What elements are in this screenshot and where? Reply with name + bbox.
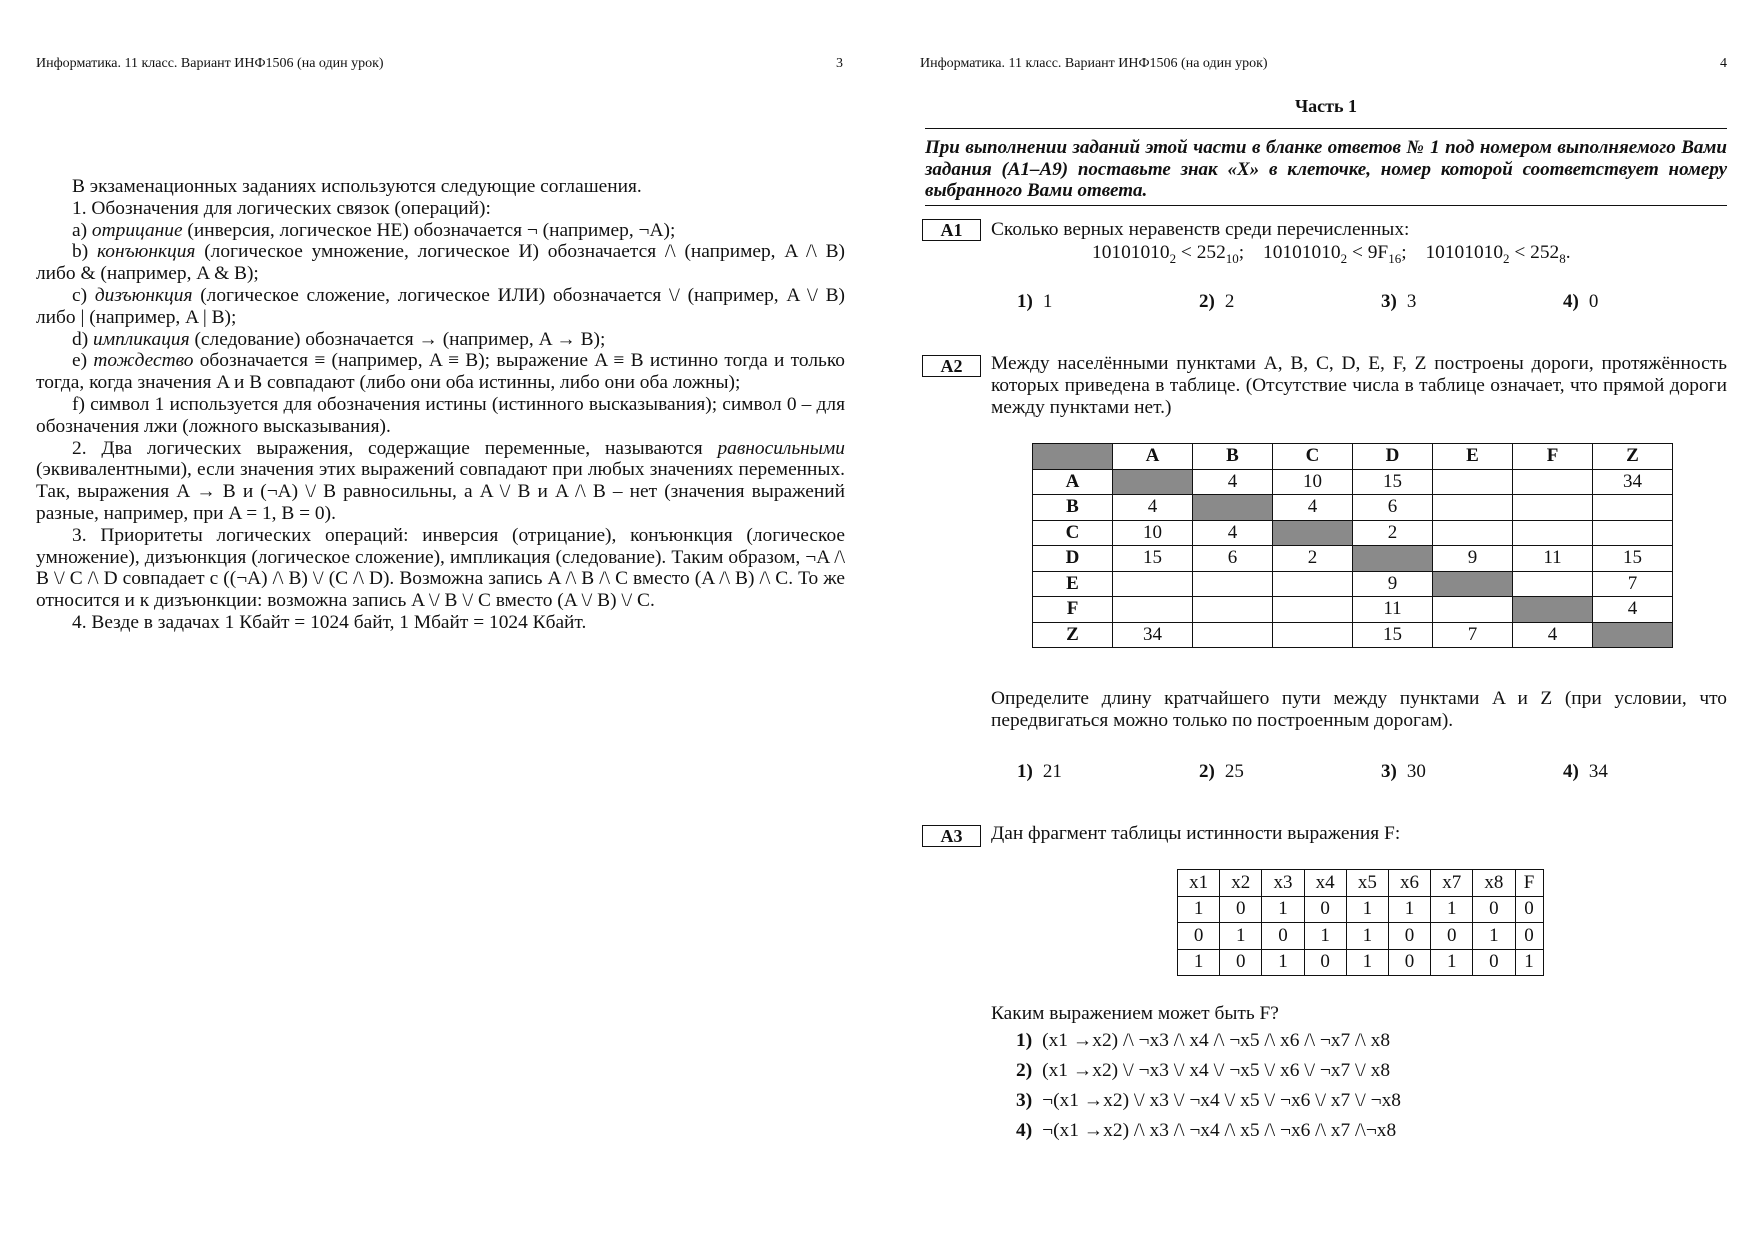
table-header-cell: x8 (1473, 870, 1515, 897)
table-header-cell: x4 (1304, 870, 1346, 897)
table-row (1033, 520, 1673, 546)
table-cell (1513, 495, 1593, 521)
item-a: a) отрицание (инверсия, логическое НЕ) обозначается ¬ (например, ¬A); (72, 219, 676, 241)
table-cell: 11 (1353, 597, 1433, 623)
row-header-cell: D (1033, 546, 1113, 572)
task-label-a2: A2 (922, 355, 981, 377)
table-cell (1113, 469, 1193, 495)
table-cell: 34 (1593, 469, 1673, 495)
table-cell: 0 (1262, 923, 1304, 950)
task-label-a1: A1 (922, 219, 981, 241)
a1-option-3[interactable]: 3) 3 (1381, 291, 1417, 312)
a2-option-3[interactable]: 3) 30 (1381, 761, 1426, 782)
table-row (1033, 571, 1673, 597)
table-header-cell: x3 (1262, 870, 1304, 897)
table-cell: 7 (1593, 571, 1673, 597)
table-header-cell: x2 (1220, 870, 1262, 897)
table-header-cell: x6 (1388, 870, 1430, 897)
table-cell: 1 (1304, 923, 1346, 950)
table-cell: 0 (1515, 896, 1543, 923)
row-header-cell: C (1033, 520, 1113, 546)
item-3: 3. Приоритеты логических операций: инверсия (отрицание), конъюнкция (логическое умножение), дизъюнкция (логическое сложение), импликация (следование). Таким образом, ¬A /\ B \/ C /\ D совпадает с ((¬A) /\ B) \/ (C /\ D). Возможна запись A /\ B /\ C вместо (A /\ B) /\ C. То же относится и к дизъюнкции: возможна запись A \/ B \/ C вместо (A \/ B) \/ C. (36, 524, 845, 612)
table-header-cell: F (1515, 870, 1543, 897)
table-cell: 2 (1273, 546, 1353, 572)
table-cell: 34 (1113, 622, 1193, 648)
table-cell: 4 (1593, 597, 1673, 623)
a3-answer-options (1016, 1030, 1401, 1150)
table-cell: 1 (1220, 923, 1262, 950)
table-header-cell: A (1113, 444, 1193, 470)
table-header-cell: Z (1593, 444, 1673, 470)
table-cell: 4 (1273, 495, 1353, 521)
table-cell: 0 (1431, 923, 1473, 950)
table-cell (1433, 571, 1513, 597)
table-row (1178, 896, 1544, 923)
table-header-cell: x7 (1431, 870, 1473, 897)
table-cell: 15 (1113, 546, 1193, 572)
table-cell: 0 (1304, 949, 1346, 976)
a1-option-1[interactable]: 1) 1 (1017, 291, 1053, 312)
table-header-row (1033, 444, 1673, 470)
table-row (1178, 923, 1544, 950)
table-cell (1273, 571, 1353, 597)
a3-option-4[interactable]: 4) ¬(x1 →x2) /\ x3 /\ ¬x4 /\ x5 /\ ¬x6 /\ x7 /\¬x8 (1016, 1120, 1397, 1141)
table-cell: 1 (1178, 949, 1220, 976)
table-cell: 6 (1353, 495, 1433, 521)
item-c: c) дизъюнкция (логическое сложение, логическое ИЛИ) обозначается \/ (например, A \/ B) либо | (например, A | B); (36, 284, 845, 328)
table-cell: 7 (1433, 622, 1513, 648)
a3-question: Дан фрагмент таблицы истинности выражения F: (991, 823, 1401, 844)
table-cell (1513, 571, 1593, 597)
a3-question-2: Каким выражением может быть F? (991, 1003, 1279, 1024)
table-cell: 0 (1220, 949, 1262, 976)
row-header-cell: F (1033, 597, 1113, 623)
intro-paragraph: В экзаменационных заданиях используются следующие соглашения. (72, 176, 642, 197)
table-row (1033, 622, 1673, 648)
table-cell: 4 (1113, 495, 1193, 521)
table-cell: 15 (1353, 622, 1433, 648)
table-cell: 11 (1513, 546, 1593, 572)
table-cell (1513, 597, 1593, 623)
table-cell: 2 (1353, 520, 1433, 546)
a2-question: Между населёнными пунктами A, B, C, D, E, F, Z построены дороги, протяжённость которых приведена в таблице. (Отсутствие числа в таблице означает, что прямой дороги между пунктами нет.) (991, 353, 1727, 418)
table-header-cell: B (1193, 444, 1273, 470)
table-cell: 0 (1473, 949, 1515, 976)
right-page-number: 4 (1720, 56, 1727, 71)
a2-answer-options (1017, 761, 1745, 783)
item-f: f) символ 1 используется для обозначения истины (истинного высказывания); символ 0 – для обозначения лжи (ложного высказывания). (36, 393, 845, 437)
table-cell (1513, 469, 1593, 495)
table-cell (1593, 520, 1673, 546)
table-cell: 4 (1193, 520, 1273, 546)
table-cell (1593, 622, 1673, 648)
a3-option-1[interactable]: 1) (x1 →x2) /\ ¬x3 /\ x4 /\ ¬x5 /\ x6 /\ ¬x7 /\ x8 (1016, 1030, 1391, 1051)
row-header-cell: A (1033, 469, 1113, 495)
table-row (1033, 495, 1673, 521)
table-cell (1433, 520, 1513, 546)
table-header-row (1178, 870, 1544, 897)
table-cell: 6 (1193, 546, 1273, 572)
a1-option-4[interactable]: 4) 0 (1563, 291, 1599, 312)
table-cell (1593, 495, 1673, 521)
part-title: Часть 1 (1294, 96, 1358, 116)
item-4: 4. Везде в задачах 1 Кбайт = 1024 байт, 1 Мбайт = 1024 Кбайт. (72, 611, 587, 633)
table-cell: 1 (1346, 896, 1388, 923)
table-cell: 1 (1346, 949, 1388, 976)
a1-question: Сколько верных неравенств среди перечисленных: (991, 219, 1410, 240)
left-page-number: 3 (836, 56, 843, 71)
table-cell: 0 (1388, 949, 1430, 976)
table-cell: 15 (1353, 469, 1433, 495)
table-cell: 0 (1515, 923, 1543, 950)
table-cell: 1 (1346, 923, 1388, 950)
table-header-cell: x5 (1346, 870, 1388, 897)
item-d: d) импликация (следование) обозначается → (например, A → B); (72, 328, 606, 350)
table-cell (1433, 469, 1513, 495)
table-cell: 0 (1220, 896, 1262, 923)
table-cell: 15 (1593, 546, 1673, 572)
table-cell: 1 (1262, 949, 1304, 976)
a1-inequalities: $10101010_2 < 252_{10}$; $10101010_2 < 9F_{16}$; $10101010_2 < 252_8$. (1092, 242, 1571, 266)
task-label-a3: A3 (922, 825, 981, 847)
table-cell: 4 (1193, 469, 1273, 495)
truth-table (1177, 869, 1544, 976)
table-cell (1513, 520, 1593, 546)
conventions-text (36, 176, 845, 634)
table-corner-cell (1033, 444, 1113, 470)
table-row (1033, 546, 1673, 572)
table-cell: 9 (1433, 546, 1513, 572)
table-cell: 4 (1513, 622, 1593, 648)
a3-option-2[interactable]: 2) (x1 →x2) \/ ¬x3 \/ x4 \/ ¬x5 \/ x6 \/ ¬x7 \/ x8 (1016, 1060, 1391, 1081)
row-header-cell: B (1033, 495, 1113, 521)
item-1: 1. Обозначения для логических связок (операций): (72, 197, 491, 219)
table-cell (1273, 520, 1353, 546)
table-cell: 0 (1178, 923, 1220, 950)
table-cell (1113, 571, 1193, 597)
table-cell: 1 (1473, 923, 1515, 950)
table-cell: 1 (1388, 896, 1430, 923)
table-cell (1193, 622, 1273, 648)
table-cell: 1 (1515, 949, 1543, 976)
table-row (1178, 949, 1544, 976)
table-row (1033, 597, 1673, 623)
item-e: e) тождество обозначается ≡ (например, A ≡ B); выражение A ≡ B истинно тогда и только тогда, когда значения A и B совпадают (либо они оба истинны, либо они оба ложны); (36, 350, 845, 394)
a2-option-4[interactable]: 4) 34 (1563, 761, 1608, 782)
right-page-header: Информатика. 11 класс. Вариант ИНФ1506 (на один урок) (920, 56, 1268, 71)
table-row (1033, 469, 1673, 495)
instructions-block: При выполнении заданий этой части в бланке ответов № 1 под номером выполняемого Вами задания (A1–A9) поставьте знак «X» в клеточке, номер которой соответствует номеру выбранного Вами ответа. (925, 128, 1727, 206)
item-b: b) конъюнкция (логическое умножение, логическое И) обозначается /\ (например, A /\ B) либо & (например, A & B); (36, 241, 845, 285)
table-header-cell: E (1433, 444, 1513, 470)
item-2: 2. Два логических выражения, содержащие переменные, называются равносильными (эквивалентными), если значения этих выражений совпадают при любых значениях переменных. Так, выражения A → B и (¬A) \/ B равносильны, а A \/ B и A /\ B – нет (значения выражений разные, например, при A = 1, B = 0). (36, 437, 845, 524)
table-cell: 0 (1388, 923, 1430, 950)
table-cell: 1 (1178, 896, 1220, 923)
table-cell (1433, 495, 1513, 521)
table-header-cell: C (1273, 444, 1353, 470)
table-cell (1113, 597, 1193, 623)
table-cell (1273, 597, 1353, 623)
left-page-header: Информатика. 11 класс. Вариант ИНФ1506 (на один урок) (36, 56, 384, 71)
row-header-cell: E (1033, 571, 1113, 597)
table-cell (1353, 546, 1433, 572)
table-cell: 10 (1273, 469, 1353, 495)
table-cell: 10 (1113, 520, 1193, 546)
table-cell: 1 (1431, 896, 1473, 923)
a3-option-3[interactable]: 3) ¬(x1 →x2) \/ x3 \/ ¬x4 \/ x5 \/ ¬x6 \/ x7 \/ ¬x8 (1016, 1090, 1401, 1111)
table-cell: 1 (1262, 896, 1304, 923)
table-cell: 9 (1353, 571, 1433, 597)
row-header-cell: Z (1033, 622, 1113, 648)
table-cell: 0 (1473, 896, 1515, 923)
a1-option-2[interactable]: 2) 2 (1199, 291, 1235, 312)
table-cell (1193, 495, 1273, 521)
table-cell: 1 (1431, 949, 1473, 976)
table-cell (1433, 597, 1513, 623)
road-distance-table (1032, 443, 1673, 648)
table-cell (1273, 622, 1353, 648)
a1-answer-options (1017, 291, 1745, 313)
table-cell (1193, 571, 1273, 597)
table-cell (1193, 597, 1273, 623)
a2-question-2: Определите длину кратчайшего пути между пунктами A и Z (при условии, что передвигаться можно только по построенным дорогам). (991, 688, 1727, 731)
table-header-cell: D (1353, 444, 1433, 470)
a2-option-1[interactable]: 1) 21 (1017, 761, 1062, 782)
table-header-cell: F (1513, 444, 1593, 470)
table-cell: 0 (1304, 896, 1346, 923)
table-header-cell: x1 (1178, 870, 1220, 897)
a2-option-2[interactable]: 2) 25 (1199, 761, 1244, 782)
